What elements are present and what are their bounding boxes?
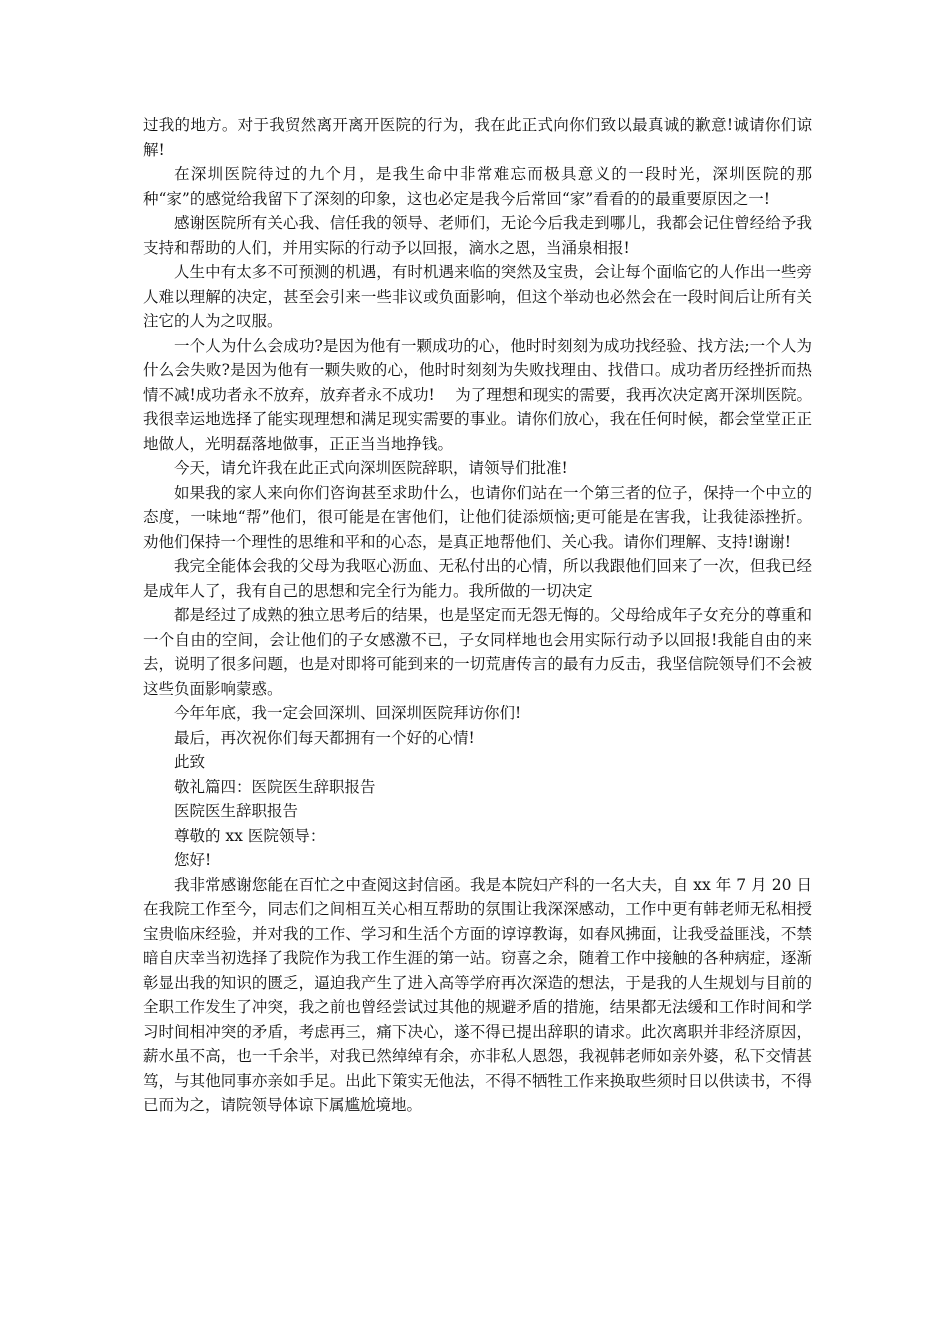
addressee: 尊敬的 xx 医院领导： xyxy=(174,826,326,845)
paragraph-11: 最后，再次祝你们每天都拥有一个好的心情! xyxy=(174,728,475,747)
document-title: 医院医生辞职报告 xyxy=(174,802,299,820)
paragraph-6: 今天，请允许我在此正式向深圳医院辞职，请领导们批准! xyxy=(174,459,568,477)
closing-salutation: 此致 xyxy=(174,753,206,771)
paragraph-8: 我完全能体会我的父母为我呕心沥血、无私付出的心情，所以我跟他们回来了一次，但我已经是成年人了，我有自己的思想和完全行为能力。我所做的一切决定 xyxy=(143,557,812,600)
document-body xyxy=(143,113,812,1118)
paragraph-5: 一个人为什么会成功?是因为他有一颗成功的心，他时时刻刻为成功找经验、找方法;一个人为什么会失败?是因为他有一颗失败的心，他时时刻刻为失败找理由、找借口。成功者历经挫折而热情不减!成功者永不放弃，放弃者永不成功! 为了理想和现实的需要，我再次决定离开深圳医院。我很幸运地选择了能实现理想和满足现实需要的事业。请你们放心，我在任何时候，都会堂堂正正地做人，光明磊落地做事，正正当当地挣钱。 xyxy=(143,336,812,453)
greeting: 您好! xyxy=(174,851,212,869)
paragraph-9: 都是经过了成熟的独立思考后的结果，也是坚定而无怨无悔的。父母给成年子女充分的尊重和一个自由的空间，会让他们的子女感激不已，子女同样地也会用实际行动予以回报!我能自由的来去，说明了很多问题，也是对即将可能到来的一切荒唐传言的最有力反击，我坚信院领导们不会被这些负面影响蒙惑。 xyxy=(143,606,812,698)
paragraph-4: 人生中有太多不可预测的机遇，有时机遇来临的突然及宝贵，会让每个面临它的人作出一些旁人难以理解的决定，甚至会引来一些非议或负面影响，但这个举动也必然会在一段时间后让所有关注它的人为之叹服。 xyxy=(143,263,812,330)
paragraph-body: 我非常感谢您能在百忙之中查阅这封信函。我是本院妇产科的一名大夫，自 xx 年 7 月 20 日在我院工作至今，同志们之间相互关心相互帮助的氛围让我深深感动，工作中更有韩老师无私相授宝贵临床经验，并对我的工作、学习和生活个方面的谆谆教诲，如春风拂面，让我受益匪浅，不禁暗自庆幸当初选择了我院作为我工作生涯的第一站。窃喜之余，随着工作中接触的各种病症，逐渐彰显出我的知识的匮乏，逼迫我产生了进入高等学府再次深造的想法，于是我的人生规划与目前的全职工作发生了冲突，我之前也曾经尝试过其他的规避矛盾的措施，结果都无法缓和工作时间和学习时间相冲突的矛盾，考虑再三，痛下决心，遂不得已提出辞职的请求。此次离职并非经济原因，薪水虽不高，也一千余半，对我已然绰绰有余，亦非私人恩怨，我视韩老师如亲外婆，私下交情甚笃，与其他同事亦亲如手足。出此下策实无他法，不得不牺牲工作来换取些须时日以供读书，不得已而为之，请院领导体谅下属尴尬境地。 xyxy=(143,875,812,1114)
paragraph-10: 今年年底，我一定会回深圳、回深圳医院拜访你们! xyxy=(174,704,522,722)
paragraph-2: 在深圳医院待过的九个月，是我生命中非常难忘而极具意义的一段时光，深圳医院的那种“家”的感觉给我留下了深刻的印象，这也必定是我今后常回“家”看看的的最重要原因之一! xyxy=(143,165,812,208)
paragraph-7: 如果我的家人来向你们咨询甚至求助什么，也请你们站在一个第三者的位子，保持一个中立的态度，一味地“帮”他们，很可能是在害他们，让他们徒添烦恼;更可能是在害我，让我徒添挫折。劝他们保持一个理性的思维和平和的心态，是真正地帮他们、关心我。请你们理解、支持!谢谢! xyxy=(143,483,812,551)
paragraph-3: 感谢医院所有关心我、信任我的领导、老师们，无论今后我走到哪儿，我都会记住曾经给予我支持和帮助的人们，并用实际的行动予以回报，滴水之恩，当涌泉相报! xyxy=(143,214,812,257)
paragraph-1: 过我的地方。对于我贸然离开离开医院的行为，我在此正式向你们致以最真诚的歉意!诚请你们谅解! xyxy=(143,116,812,159)
section-heading: 敬礼篇四：医院医生辞职报告 xyxy=(174,777,376,796)
